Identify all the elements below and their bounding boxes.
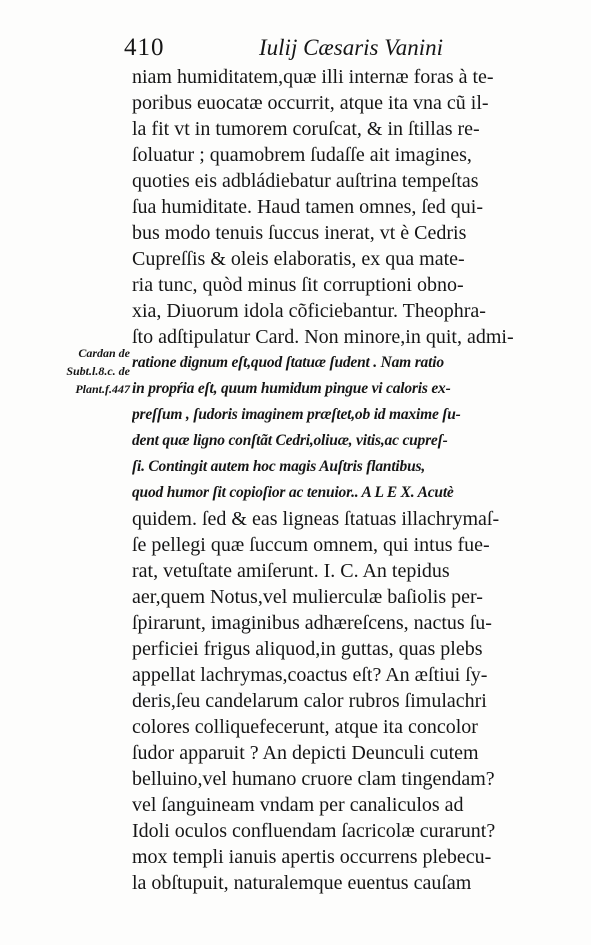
margin-note: Subt.l.8.c. de xyxy=(66,364,130,378)
text-line: deris,ſeu candelarum calor rubros ſimulachri xyxy=(132,690,487,712)
text-line: poribus euocatæ occurrit, atque ita vna cũ il- xyxy=(132,92,489,114)
text-line: ſto adſtipulatur Card. Non minore,in quit, admi- xyxy=(132,326,514,348)
text-line: la fit vt in tumorem coruſcat, & in ſtillas re- xyxy=(132,118,480,140)
text-line: rat, vetuſtate amiſerunt. I. C. An tepidus xyxy=(132,560,450,582)
text-line: preſſum , ſudoris imaginem præſtet,ob id maxime ſu- xyxy=(132,406,461,423)
text-line: Idoli oculos confluendam ſacricolæ curarunt? xyxy=(132,820,496,842)
text-line: mox templi ianuis apertis occurrens plebecu- xyxy=(132,846,492,868)
text-line: colores colliquefecerunt, atque ita concolor xyxy=(132,716,478,738)
text-line: ſoluatur ; quamobrem ſudaſſe ait imagines, xyxy=(132,144,472,166)
margin-note: Plant.f.447 xyxy=(75,382,130,396)
margin-notes xyxy=(34,344,130,398)
margin-note: Cardan de xyxy=(78,346,130,360)
text-line: quoties eis adbládiebatur auſtrina tempeſtas xyxy=(132,170,479,192)
text-line: aer,quem Notus,vel mulierculæ baſiolis per- xyxy=(132,586,483,608)
body-text xyxy=(132,64,546,896)
text-line: ſi. Contingit autem hoc magis Auſtris flantibus, xyxy=(132,458,426,475)
text-line: xia, Diuorum idola cõficiebantur. Theophra- xyxy=(132,300,486,322)
text-line: ſua humiditate. Haud tamen omnes, ſed qui- xyxy=(132,196,484,218)
text-line: bus modo tenuis ſuccus inerat, vt è Cedris xyxy=(132,222,467,244)
text-line: quod humor ſit copioſior ac tenuior.. A L E X. Acutè xyxy=(132,484,454,501)
text-line: la obſtupuit, naturalemque euentus cauſam xyxy=(132,872,472,894)
text-line: ſpirarunt, imaginibus adhæreſcens, nactus ſu- xyxy=(132,612,492,634)
text-line: belluino,vel humano cruore clam tingendam? xyxy=(132,768,495,790)
text-line: Cupreſſis & oleis elaboratis, ex qua mate- xyxy=(132,248,465,270)
text-line: ratione dignum eſt,quod ſtatuæ ſudent . Nam ratio xyxy=(132,354,444,371)
text-line: quidem. ſed & eas ligneas ſtatuas illachrymaſ- xyxy=(132,508,500,530)
running-head: Iulij Cæsaris Vanini xyxy=(259,35,444,60)
text-line: dent quæ ligno conſtãt Cedri,oliuæ, vitis,ac cupreſ- xyxy=(132,432,448,449)
text-line: in propŕia eſt, quum humidum pingue vi caloris ex- xyxy=(132,380,451,397)
page-header xyxy=(124,34,544,64)
text-line: vel ſanguineam vndam per canaliculos ad xyxy=(132,794,464,816)
text-line: perficiei frigus aliquod,in guttas, quas plebs xyxy=(132,638,483,660)
text-line: niam humiditatem,quæ illi internæ foras à te- xyxy=(132,66,494,88)
text-line: ſe pellegi quæ ſuccum omnem, qui intus fue- xyxy=(132,534,490,556)
page-number: 410 xyxy=(124,34,165,61)
text-line: ſudor apparuit ? An depicti Deunculi cutem xyxy=(132,742,479,764)
text-line: ria tunc, quòd minus ſit corruptioni obno- xyxy=(132,274,464,296)
text-line: appellat lachrymas,coactus eſt? An æſtiui ſy- xyxy=(132,664,488,686)
